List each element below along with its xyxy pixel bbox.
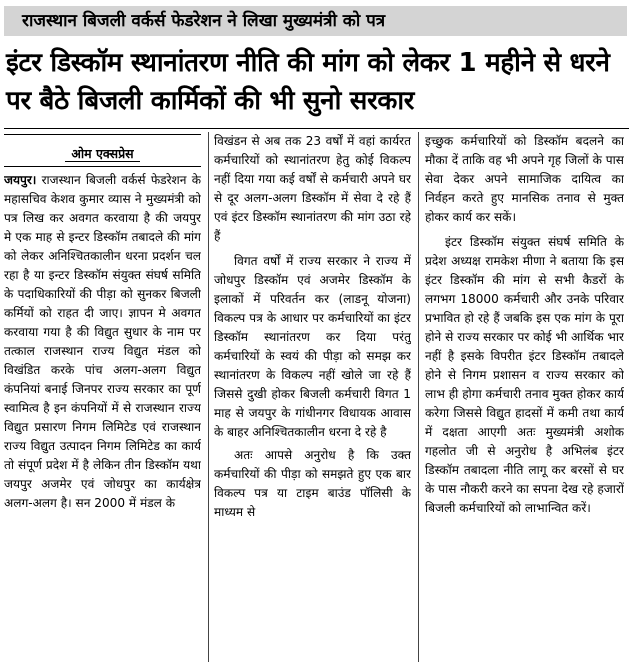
article-column-2 bbox=[214, 132, 411, 666]
paragraph: विखंडन से अब तक 23 वर्षों में वहां कार्यरत कर्मचारियों को स्थानांतरण हेतु कोई विकल्प नहीं दिया गया कई वर्षों से कर्मचारी अपने घर से दूर अलग-अलग डिस्कॉम में सेवा दे रहे हैं एवं इंटर डिस्कॉम स्थानांतरण की मांग उठा रहे हैं bbox=[214, 134, 411, 243]
byline-rule-bottom bbox=[4, 166, 201, 167]
paragraph: इंटर डिस्कॉम संयुक्त संघर्ष समिति के प्रदेश अध्यक्ष रामकेश मीणा ने बताया कि इस इंटर डिस्कॉम की मांग से सभी कैडरों के लगभग 18000 कर्मचारी और उनके परिवार प्रभावित हो रहे हैं जबकि इस एक मांग के पूरा होने से राज्य सरकार पर कोई भी आर्थिक भार नहीं है इसके विपरीत इंटर डिस्कॉम तबादले होने से निगम प्रशासन व राज्य सरकार को लाभ ही होगा कर्मचारी तनाव मुक्त होकर कार्य करेगा जिससे विद्युत हादसों में कमी तथा कार्य में दक्षता आएगी अतः मुख्यमंत्री अशोक गहलोत जी से अनुरोध है अभिलंब इंटर डिस्कॉम तबादला नीति लागू कर बरसों से घर के पास नौकरी करने का सपना देख रहे हजारों बिजली कर्मचारियों को लाभान्वित करें। bbox=[425, 235, 624, 515]
paragraph-text: राजस्थान बिजली वर्कर्स फेडरेशन के महासचिव केशव कुमार व्यास ने मुख्यमंत्री को पत्र लिख कर अवगत करवाया है की जयपुर मे एक माह से इन्टर डिस्कॉम तबादले की मांग को लेकर अनिश्चितकालीन धरना प्रदर्शन चल रहा है या इन्टर डिस्कॉम संयुक्त संघर्ष समिति के पदाधिकारियों की पीड़ा को सुनकर बिजली कर्मियों को राहत दी जाए। ज्ञापन मे अवगत करवाया गया है की विद्युत सुधार के नाम पर तत्काल राजस्थान राज्य विद्युत मंडल को विखंडित करके पांच अलग-अलग विद्युत कंपनियां बनाई जिनपर राज्य सरकार का पूर्ण स्वामित्व है इन कंपनियों में से राजस्थान राज्य विद्युत प्रसारण निगम लिमिटेड एवं राजस्थान राज्य विद्युत उत्पादन निगम लिमिटेड का कार्य तो संपूर्ण प्रदेश में है लेकिन तीन डिस्कॉम यथा जयपुर अजमेर एवं जोधपुर का कार्यक्षेत्र अलग-अलग है। सन 2000 में मंडल के bbox=[4, 173, 201, 510]
article-column-3 bbox=[425, 132, 624, 666]
paragraph: अतः आपसे अनुरोध है कि उक्त कर्मचारियों की पीड़ा को समझते हुए एक बार विकल्प पत्र या टाइम बाउंड पॉलिसी के माध्यम से bbox=[214, 448, 411, 519]
paragraph: विगत वर्षों में राज्य सरकार ने राज्य में जोधपुर डिस्कॉम एवं अजमेर डिस्कॉम के इलाकों में परिवर्तन कर (लाडनू योजना) विकल्प पत्र के आधार पर कर्मचारियों का इंटर डिस्कॉम स्थानांतरण कर दिया परंतु कर्मचारियों के स्वयं की पीड़ा को समझ कर स्थानांतरण के विकल्प नहीं खोले जा रहे हैं जिससे दुखी होकर बिजली कर्मचारी विगत 1 माह से जयपुर के गांधीनगर विधायक आवास के बाहर अनिश्चितकालीन धरना दे रहे है bbox=[214, 254, 411, 439]
paragraph bbox=[4, 171, 201, 513]
byline-container bbox=[4, 139, 201, 164]
headline: इंटर डिस्कॉम स्थानांतरण नीति की मांग को लेकर 1 महीने से धरने पर बैठे बिजली कार्मिकों की भी सुनो सरकार bbox=[6, 48, 610, 116]
kicker-banner: राजस्थान बिजली वर्कर्स फेडरेशन ने लिखा मुख्यमंत्री को पत्र bbox=[4, 6, 627, 36]
column-divider bbox=[418, 132, 419, 662]
dateline: जयपुर। bbox=[4, 173, 37, 187]
article-column-1 bbox=[4, 132, 201, 666]
byline-rule-top bbox=[4, 134, 201, 135]
paragraph: इच्छुक कर्मचारियों को डिस्कॉम बदलने का मौका दें ताकि वह भी अपने गृह जिलों के पास सेवा देकर अपने सामाजिक दायित्व का निर्वहन करते हुए मानसिक तनाव से मुक्त होकर कार्य कर सकें। bbox=[425, 134, 624, 224]
top-divider bbox=[4, 128, 629, 129]
byline: ओम एक्सप्रेस bbox=[65, 146, 139, 162]
column-divider bbox=[208, 132, 209, 662]
